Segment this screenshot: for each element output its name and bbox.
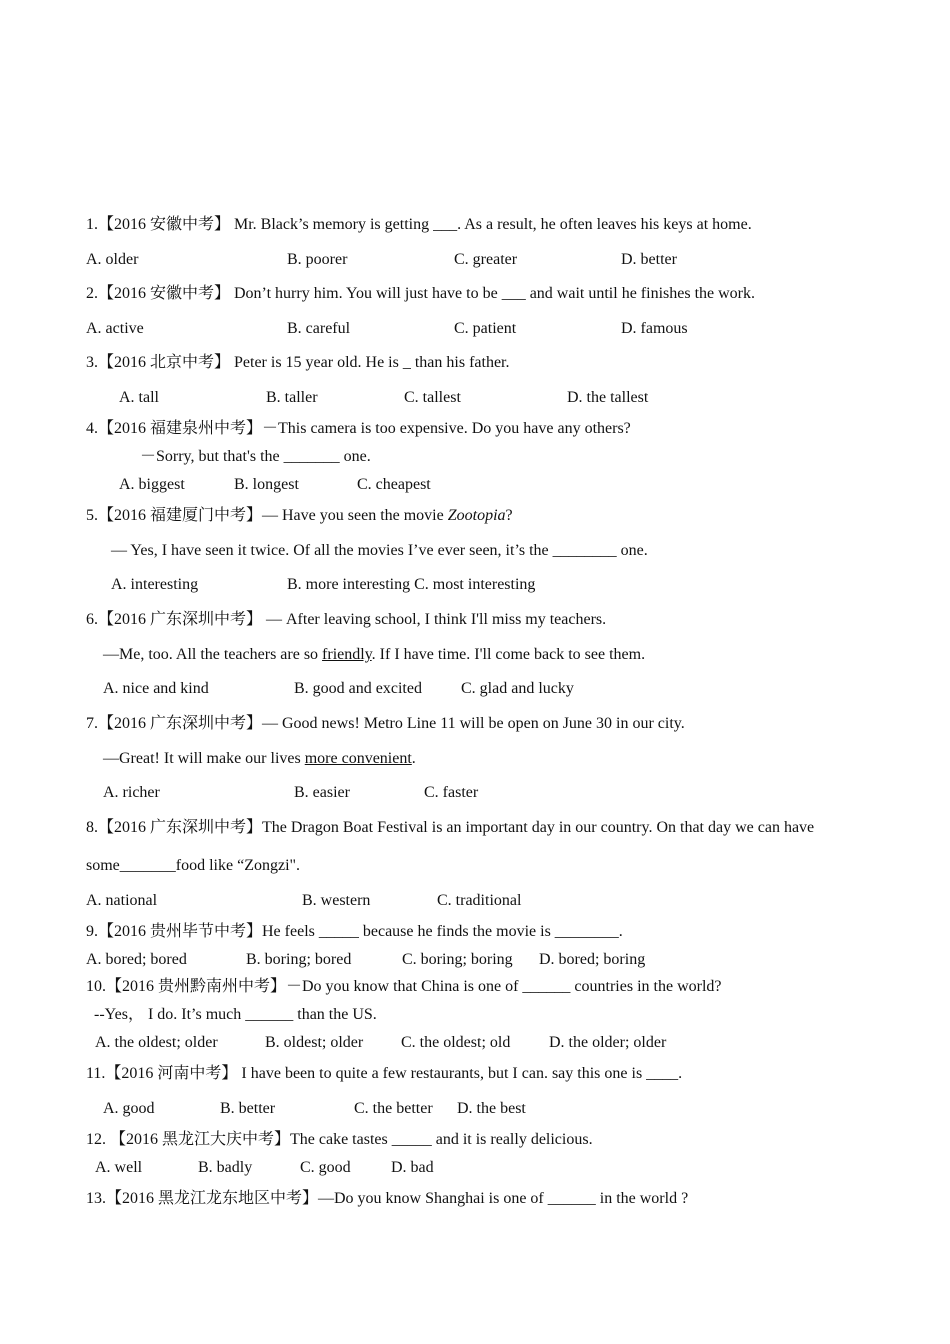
- question-4-option-b: B. longest: [234, 476, 299, 493]
- question-10-option-b: B. oldest; older: [265, 1034, 364, 1051]
- question-9-option-a: A. bored; bored: [86, 951, 187, 968]
- question-8-stem: 8.【2016 广东深圳中考】The Dragon Boat Festival is an important day in our country. On that day we can have: [86, 819, 815, 836]
- question-5-stem: 5.【2016 福建厦门中考】— Have you seen the movie Zootopia?: [86, 507, 513, 524]
- question-5-option-a: A. interesting: [111, 576, 199, 593]
- question-4-option-a: A. biggest: [119, 476, 185, 493]
- question-1-option-b: B. poorer: [287, 251, 348, 268]
- question-7-option-a: A. richer: [103, 784, 160, 801]
- question-10-stem: 10.【2016 贵州黔南州中考】－Do you know that China is one of ______ countries in the world?: [86, 978, 722, 995]
- question-9-option-c: C. boring; boring: [402, 951, 513, 968]
- question-1-option-d: D. better: [621, 251, 677, 268]
- question-4-stem: 4.【2016 福建泉州中考】－This camera is too expensive. Do you have any others?: [86, 420, 631, 437]
- question-10-option-a: A. the oldest; older: [95, 1034, 218, 1051]
- question-12-option-a: A. well: [95, 1159, 143, 1176]
- question-12-option-b: B. badly: [198, 1159, 253, 1176]
- question-12-option-c: C. good: [300, 1159, 351, 1176]
- question-7-stem: 7.【2016 广东深圳中考】— Good news! Metro Line 11 will be open on June 30 in our city.: [86, 715, 685, 732]
- question-8-option-a: A. national: [86, 892, 158, 909]
- question-6-option-a: A. nice and kind: [103, 680, 209, 697]
- question-11-option-b: B. better: [220, 1100, 276, 1117]
- question-1-option-a: A. older: [86, 251, 139, 268]
- question-11-stem: 11.【2016 河南中考】 I have been to quite a few restaurants, but I can. say this one is ____.: [86, 1065, 683, 1082]
- question-9-option-b: B. boring; bored: [246, 951, 352, 968]
- question-7-option-c: C. faster: [424, 784, 479, 801]
- question-2-option-d: D. famous: [621, 320, 688, 337]
- question-7-option-b: B. easier: [294, 784, 350, 801]
- question-11-option-d: D. the best: [457, 1100, 526, 1117]
- question-6-option-c: C. glad and lucky: [461, 680, 574, 697]
- question-12-option-d: D. bad: [391, 1159, 434, 1176]
- question-4-option-c: C. cheapest: [357, 476, 431, 493]
- question-3-option-a: A. tall: [119, 389, 159, 406]
- question-2-option-b: B. careful: [287, 320, 351, 337]
- question-11-option-a: A. good: [103, 1100, 155, 1117]
- question-6-reply: —Me, too. All the teachers are so friendly. If I have time. I'll come back to see them.: [103, 646, 646, 663]
- question-6-option-b: B. good and excited: [294, 680, 422, 697]
- question-2-option-a: A. active: [86, 320, 144, 337]
- question-10-reply: --Yes， I do. It’s much ______ than the US.: [94, 1006, 377, 1023]
- question-4-reply: －Sorry, but that's the _______ one.: [140, 448, 371, 465]
- question-5-reply: — Yes, I have seen it twice. Of all the movies I’ve ever seen, it’s the ________ one.: [111, 542, 648, 559]
- question-8-option-b: B. western: [302, 892, 371, 909]
- question-13-stem: 13.【2016 黑龙江龙东地区中考】—Do you know Shanghai is one of ______ in the world ?: [86, 1190, 689, 1207]
- question-1-stem: 1.【2016 安徽中考】 Mr. Black’s memory is getting ___. As a result, he often leaves his keys at home.: [86, 216, 752, 233]
- question-6-stem: 6.【2016 广东深圳中考】 — After leaving school, I think I'll miss my teachers.: [86, 611, 607, 628]
- question-11-option-c: C. the better: [354, 1100, 433, 1117]
- question-8-option-c: C. traditional: [437, 892, 522, 909]
- question-3-stem: 3.【2016 北京中考】 Peter is 15 year old. He is _ than his father.: [86, 354, 510, 371]
- question-3-option-b: B. taller: [266, 389, 318, 406]
- question-3-option-c: C. tallest: [404, 389, 461, 406]
- question-12-stem: 12. 【2016 黑龙江大庆中考】The cake tastes _____ and it is really delicious.: [86, 1131, 593, 1148]
- question-10-option-c: C. the oldest; old: [401, 1034, 511, 1051]
- question-9-stem: 9.【2016 贵州毕节中考】He feels _____ because he finds the movie is ________.: [86, 923, 623, 940]
- question-3-option-d: D. the tallest: [567, 389, 649, 406]
- question-10-option-d: D. the older; older: [549, 1034, 667, 1051]
- question-7-reply: —Great! It will make our lives more convenient.: [103, 750, 416, 767]
- question-8-stem-continued: some_______food like “Zongzi".: [86, 857, 301, 874]
- question-2-stem: 2.【2016 安徽中考】 Don’t hurry him. You will just have to be ___ and wait until he finishes the work.: [86, 285, 755, 302]
- question-1-option-c: C. greater: [454, 251, 518, 268]
- question-2-option-c: C. patient: [454, 320, 517, 337]
- question-5-option-bc: B. more interesting C. most interesting: [287, 576, 536, 593]
- question-9-option-d: D. bored; boring: [539, 951, 646, 968]
